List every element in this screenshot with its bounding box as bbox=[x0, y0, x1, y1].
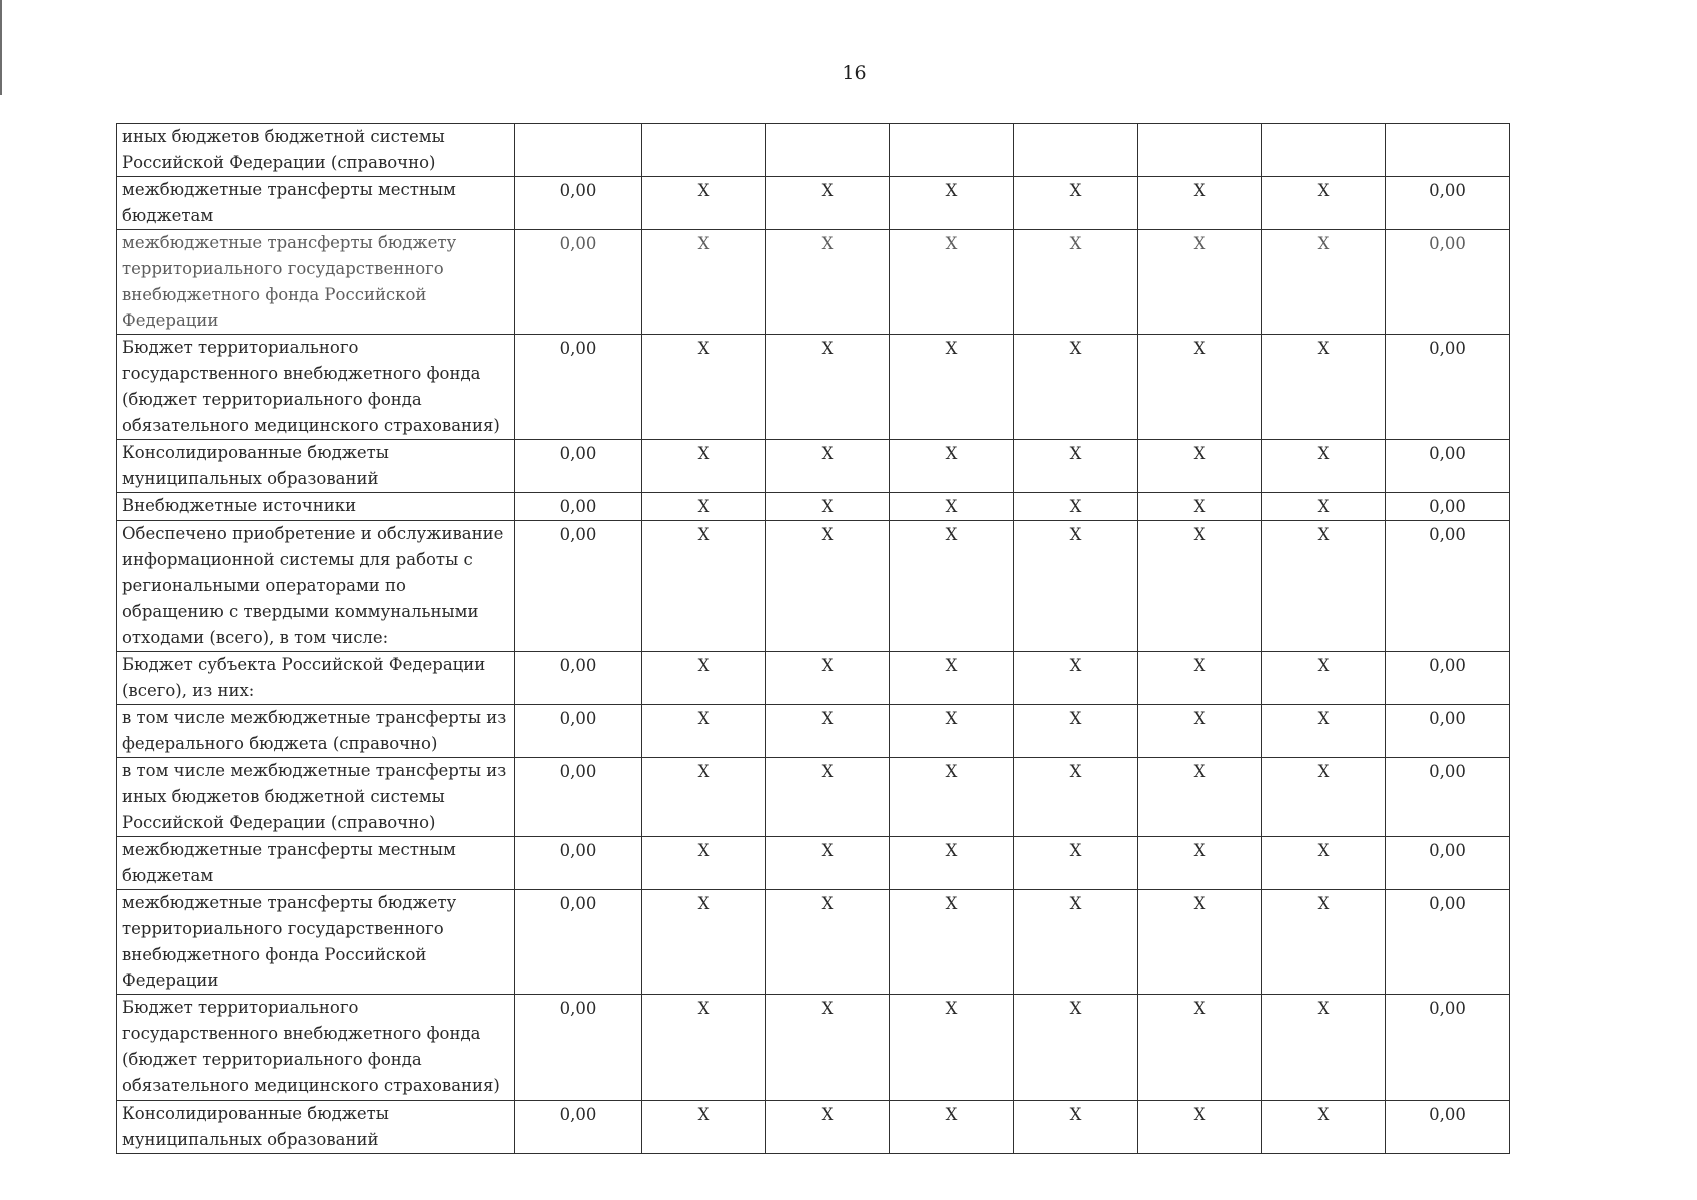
x-mark-cell: X bbox=[1262, 493, 1386, 521]
x-mark-cell: X bbox=[642, 995, 766, 1101]
amount-cell: 0,00 bbox=[1386, 890, 1510, 995]
x-mark-cell: X bbox=[642, 1101, 766, 1154]
amount-cell bbox=[515, 124, 642, 177]
x-mark-cell: X bbox=[1014, 493, 1138, 521]
x-mark-cell bbox=[1138, 124, 1262, 177]
x-mark-cell: X bbox=[890, 521, 1014, 652]
x-mark-cell: X bbox=[890, 995, 1014, 1101]
amount-cell: 0,00 bbox=[1386, 230, 1510, 335]
row-label: Обеспечено приобретение и обслуживание информационной системы для работы с региональными операторами по обращению с твердыми коммунальными отходами (всего), в том числе: bbox=[117, 521, 515, 652]
x-mark-cell: X bbox=[766, 230, 890, 335]
x-mark-cell: X bbox=[1262, 1101, 1386, 1154]
amount-cell: 0,00 bbox=[515, 335, 642, 440]
x-mark-cell: X bbox=[1014, 1101, 1138, 1154]
x-mark-cell: X bbox=[890, 177, 1014, 230]
x-mark-cell: X bbox=[1014, 837, 1138, 890]
x-mark-cell: X bbox=[1138, 493, 1262, 521]
amount-cell: 0,00 bbox=[515, 652, 642, 705]
table-row bbox=[117, 230, 1510, 335]
x-mark-cell: X bbox=[1014, 177, 1138, 230]
table-row bbox=[117, 837, 1510, 890]
x-mark-cell: X bbox=[1262, 705, 1386, 758]
x-mark-cell: X bbox=[642, 493, 766, 521]
x-mark-cell: X bbox=[890, 705, 1014, 758]
row-label: межбюджетные трансферты местным бюджетам bbox=[117, 837, 515, 890]
amount-cell: 0,00 bbox=[515, 995, 642, 1101]
x-mark-cell: X bbox=[766, 837, 890, 890]
row-label: межбюджетные трансферты бюджету территориального государственного внебюджетного фонда Российской Федерации bbox=[117, 230, 515, 335]
x-mark-cell: X bbox=[1014, 995, 1138, 1101]
x-mark-cell: X bbox=[890, 837, 1014, 890]
x-mark-cell: X bbox=[1262, 521, 1386, 652]
row-label: Консолидированные бюджеты муниципальных образований bbox=[117, 440, 515, 493]
amount-cell: 0,00 bbox=[515, 705, 642, 758]
x-mark-cell: X bbox=[642, 705, 766, 758]
amount-cell: 0,00 bbox=[515, 440, 642, 493]
x-mark-cell: X bbox=[1262, 995, 1386, 1101]
x-mark-cell: X bbox=[890, 493, 1014, 521]
amount-cell: 0,00 bbox=[1386, 493, 1510, 521]
table-row bbox=[117, 335, 1510, 440]
table-row bbox=[117, 493, 1510, 521]
x-mark-cell: X bbox=[642, 230, 766, 335]
row-label: иных бюджетов бюджетной системы Российской Федерации (справочно) bbox=[117, 124, 515, 177]
amount-cell: 0,00 bbox=[1386, 652, 1510, 705]
row-label: межбюджетные трансферты бюджету территориального государственного внебюджетного фонда Российской Федерации bbox=[117, 890, 515, 995]
amount-cell: 0,00 bbox=[515, 230, 642, 335]
x-mark-cell: X bbox=[890, 440, 1014, 493]
x-mark-cell: X bbox=[766, 705, 890, 758]
x-mark-cell bbox=[890, 124, 1014, 177]
x-mark-cell: X bbox=[642, 335, 766, 440]
x-mark-cell: X bbox=[1014, 652, 1138, 705]
x-mark-cell: X bbox=[766, 890, 890, 995]
amount-cell: 0,00 bbox=[515, 758, 642, 837]
x-mark-cell: X bbox=[766, 440, 890, 493]
x-mark-cell: X bbox=[1014, 440, 1138, 493]
table-row bbox=[117, 652, 1510, 705]
row-label: межбюджетные трансферты местным бюджетам bbox=[117, 177, 515, 230]
table-row bbox=[117, 440, 1510, 493]
row-label: Бюджет территориального государственного внебюджетного фонда (бюджет территориального фонда обязательного медицинского страхования) bbox=[117, 995, 515, 1101]
row-label: Бюджет территориального государственного внебюджетного фонда (бюджет территориального фонда обязательного медицинского страхования) bbox=[117, 335, 515, 440]
x-mark-cell: X bbox=[1262, 758, 1386, 837]
table-row bbox=[117, 521, 1510, 652]
x-mark-cell: X bbox=[1138, 705, 1262, 758]
x-mark-cell: X bbox=[642, 758, 766, 837]
x-mark-cell: X bbox=[642, 652, 766, 705]
x-mark-cell: X bbox=[1014, 758, 1138, 837]
x-mark-cell bbox=[1014, 124, 1138, 177]
x-mark-cell: X bbox=[1138, 177, 1262, 230]
amount-cell: 0,00 bbox=[1386, 335, 1510, 440]
x-mark-cell: X bbox=[642, 521, 766, 652]
x-mark-cell: X bbox=[1138, 521, 1262, 652]
budget-table bbox=[116, 123, 1510, 1154]
x-mark-cell: X bbox=[1262, 652, 1386, 705]
x-mark-cell: X bbox=[766, 995, 890, 1101]
table-row bbox=[117, 177, 1510, 230]
amount-cell: 0,00 bbox=[1386, 1101, 1510, 1154]
x-mark-cell: X bbox=[890, 758, 1014, 837]
x-mark-cell: X bbox=[1138, 758, 1262, 837]
x-mark-cell: X bbox=[766, 177, 890, 230]
x-mark-cell: X bbox=[1138, 890, 1262, 995]
x-mark-cell: X bbox=[766, 335, 890, 440]
x-mark-cell: X bbox=[1014, 521, 1138, 652]
table-row bbox=[117, 890, 1510, 995]
x-mark-cell: X bbox=[1138, 995, 1262, 1101]
x-mark-cell: X bbox=[1262, 177, 1386, 230]
x-mark-cell: X bbox=[642, 890, 766, 995]
x-mark-cell: X bbox=[890, 890, 1014, 995]
x-mark-cell: X bbox=[642, 440, 766, 493]
x-mark-cell: X bbox=[890, 335, 1014, 440]
x-mark-cell: X bbox=[1262, 335, 1386, 440]
amount-cell: 0,00 bbox=[515, 177, 642, 230]
x-mark-cell: X bbox=[1262, 837, 1386, 890]
x-mark-cell: X bbox=[1014, 890, 1138, 995]
x-mark-cell: X bbox=[766, 652, 890, 705]
x-mark-cell: X bbox=[766, 521, 890, 652]
table-row bbox=[117, 1101, 1510, 1154]
x-mark-cell: X bbox=[1138, 335, 1262, 440]
amount-cell: 0,00 bbox=[515, 521, 642, 652]
x-mark-cell: X bbox=[890, 652, 1014, 705]
amount-cell: 0,00 bbox=[515, 493, 642, 521]
x-mark-cell: X bbox=[1262, 230, 1386, 335]
amount-cell: 0,00 bbox=[1386, 758, 1510, 837]
table-body bbox=[117, 124, 1510, 1154]
row-label: Бюджет субъекта Российской Федерации (всего), из них: bbox=[117, 652, 515, 705]
x-mark-cell: X bbox=[642, 177, 766, 230]
x-mark-cell: X bbox=[1262, 440, 1386, 493]
amount-cell: 0,00 bbox=[515, 1101, 642, 1154]
amount-cell: 0,00 bbox=[1386, 837, 1510, 890]
table-row bbox=[117, 124, 1510, 177]
x-mark-cell: X bbox=[1138, 837, 1262, 890]
amount-cell: 0,00 bbox=[515, 837, 642, 890]
x-mark-cell: X bbox=[1262, 890, 1386, 995]
page-number: 16 bbox=[842, 62, 867, 84]
x-mark-cell: X bbox=[766, 493, 890, 521]
amount-cell bbox=[1386, 124, 1510, 177]
x-mark-cell bbox=[642, 124, 766, 177]
amount-cell: 0,00 bbox=[1386, 177, 1510, 230]
x-mark-cell: X bbox=[642, 837, 766, 890]
row-label: Консолидированные бюджеты муниципальных образований bbox=[117, 1101, 515, 1154]
table-row bbox=[117, 758, 1510, 837]
x-mark-cell: X bbox=[1014, 705, 1138, 758]
x-mark-cell: X bbox=[1138, 1101, 1262, 1154]
amount-cell: 0,00 bbox=[1386, 705, 1510, 758]
x-mark-cell: X bbox=[766, 758, 890, 837]
x-mark-cell: X bbox=[1014, 335, 1138, 440]
x-mark-cell: X bbox=[1138, 652, 1262, 705]
table-row bbox=[117, 995, 1510, 1101]
x-mark-cell: X bbox=[890, 230, 1014, 335]
amount-cell: 0,00 bbox=[1386, 995, 1510, 1101]
amount-cell: 0,00 bbox=[1386, 521, 1510, 652]
x-mark-cell: X bbox=[1138, 440, 1262, 493]
x-mark-cell bbox=[766, 124, 890, 177]
x-mark-cell: X bbox=[766, 1101, 890, 1154]
x-mark-cell: X bbox=[890, 1101, 1014, 1154]
row-label: в том числе межбюджетные трансферты из федерального бюджета (справочно) bbox=[117, 705, 515, 758]
x-mark-cell bbox=[1262, 124, 1386, 177]
row-label: Внебюджетные источники bbox=[117, 493, 515, 521]
amount-cell: 0,00 bbox=[515, 890, 642, 995]
x-mark-cell: X bbox=[1014, 230, 1138, 335]
table-row bbox=[117, 705, 1510, 758]
row-label: в том числе межбюджетные трансферты из иных бюджетов бюджетной системы Российской Федерации (справочно) bbox=[117, 758, 515, 837]
amount-cell: 0,00 bbox=[1386, 440, 1510, 493]
x-mark-cell: X bbox=[1138, 230, 1262, 335]
